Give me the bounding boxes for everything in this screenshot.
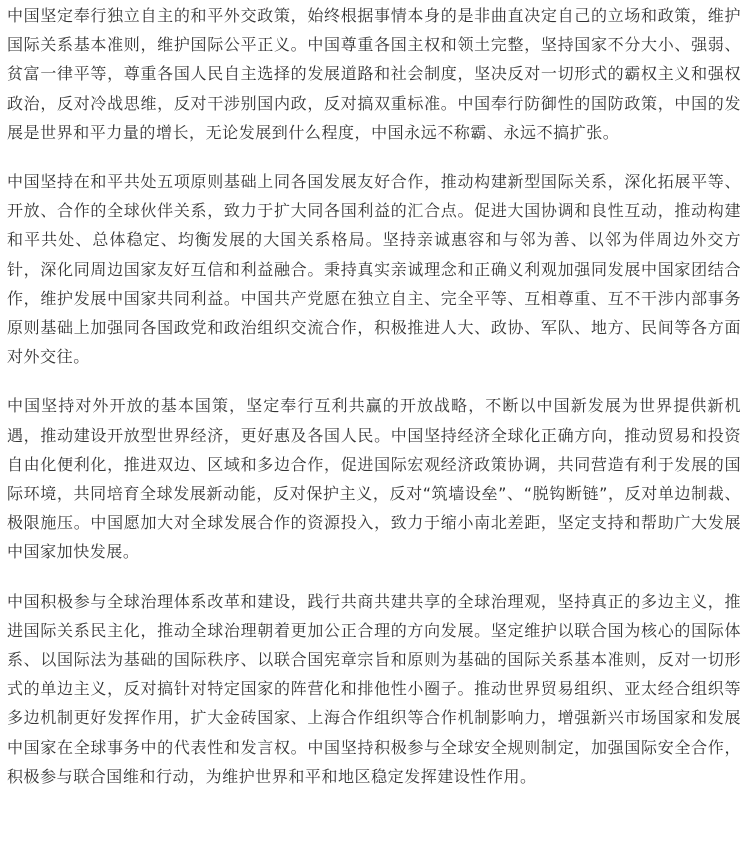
- paragraph-opening-up: 中国坚持对外开放的基本国策，坚定奉行互利共赢的开放战略，不断以中国新发展为世界提供新机遇，推动建设开放型世界经济，更好惠及各国人民。中国坚持经济全球化正确方向，推动贸易和投资自由化便利化，推进双边、区域和多边合作，促进国际宏观经济政策协调，共同营造有利于发展的国际环境，共同培育全球发展新动能，反对保护主义，反对“筑墙设垒”、“脱钩断链”，反对单边制裁、极限施压。中国愿加大对全球发展合作的资源投入，致力于缩小南北差距，坚定支持和帮助广大发展中国家加快发展。: [7, 396, 741, 562]
- paragraph-independent-peaceful-foreign-policy: 中国坚定奉行独立自主的和平外交政策，始终根据事情本身的是非曲直决定自己的立场和政策，维护国际关系基本准则，维护国际公平正义。中国尊重各国主权和领土完整，坚持国家不分大小、强弱、贫富一律平等，尊重各国人民自主选择的发展道路和社会制度，坚决反对一切形式的霸权主义和强权政治，反对冷战思维，反对干涉别国内政，反对搞双重标准。中国奉行防御性的国防政策，中国的发展是世界和平力量的增长，无论发展到什么程度，中国永远不称霸、永远不搞扩张。: [7, 6, 741, 142]
- paragraph-global-governance: 中国积极参与全球治理体系改革和建设，践行共商共建共享的全球治理观，坚持真正的多边主义，推进国际关系民主化，推动全球治理朝着更加公正合理的方向发展。坚定维护以联合国为核心的国际体系、以国际法为基础的国际秩序、以联合国宪章宗旨和原则为基础的国际关系基本准则，反对一切形式的单边主义，反对搞针对特定国家的阵营化和排他性小圈子。推动世界贸易组织、亚太经合组织等多边机制更好发挥作用，扩大金砖国家、上海合作组织等合作机制影响力，增强新兴市场国家和发展中国家在全球事务中的代表性和发言权。中国坚持积极参与全球安全规则制定，加强国际安全合作，积极参与联合国维和行动，为维护世界和平和地区稳定发挥建设性作用。: [7, 591, 741, 786]
- paragraph-friendly-cooperation: 中国坚持在和平共处五项原则基础上同各国发展友好合作，推动构建新型国际关系，深化拓展平等、开放、合作的全球伙伴关系，致力于扩大同各国利益的汇合点。促进大国协调和良性互动，推动构建和平共处、总体稳定、均衡发展的大国关系格局。坚持亲诚惠容和与邻为善、以邻为伴周边外交方针，深化同周边国家友好互信和利益融合。秉持真实亲诚理念和正确义利观加强同发展中国家团结合作，维护发展中国家共同利益。中国共产党愿在独立自主、完全平等、互相尊重、互不干涉内部事务原则基础上加强同各国政党和政治组织交流合作，积极推进人大、政协、军队、地方、民间等各方面对外交往。: [7, 172, 741, 367]
